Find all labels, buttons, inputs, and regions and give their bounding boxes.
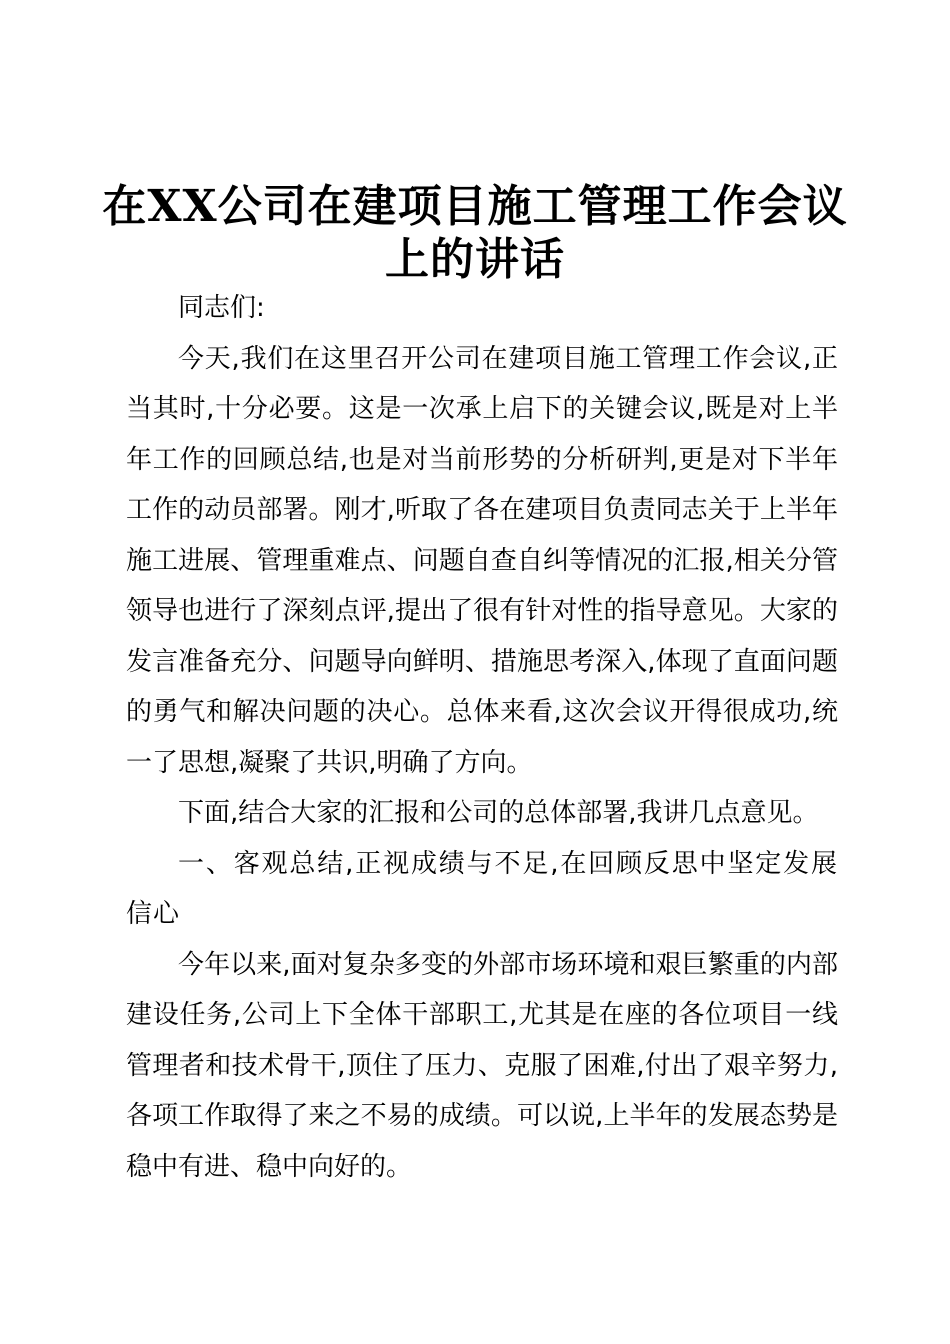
paragraph-opening: 今天,我们在这里召开公司在建项目施工管理工作会议,正当其时,十分必要。这是一次承上启下的关键会议,既是对上半年工作的回顾总结,也是对当前形势的分析研判,更是对下半年工作的动员部署。刚才,听取了各在建项目负责同志关于上半年施工进展、管理重难点、问题自查自纠等情况的汇报,相关分管领导也进行了深刻点评,提出了很有针对性的指导意见。大家的发言准备充分、问题导向鲜明、措施思考深入,体现了直面问题的勇气和解决问题的决心。总体来看,这次会议开得很成功,统一了思想,凝聚了共识,明确了方向。 bbox=[126, 343, 838, 778]
document-body bbox=[126, 283, 838, 1192]
section-paragraph: 今年以来,面对复杂多变的外部市场环境和艰巨繁重的内部建设任务,公司上下全体干部职工,尤其是在座的各位项目一线管理者和技术骨干,顶住了压力、克服了困难,付出了艰辛努力,各项工作取得了来之不易的成绩。可以说,上半年的发展态势是稳中有进、稳中向好的。 bbox=[126, 949, 838, 1182]
paragraph-transition: 下面,结合大家的汇报和公司的总体部署,我讲几点意见。 bbox=[178, 798, 819, 828]
section-heading: 一、客观总结,正视成绩与不足,在回顾反思中坚定发展信心 bbox=[126, 848, 838, 929]
document-title: 在XX公司在建项目施工管理工作会议上的讲话 bbox=[102, 181, 848, 285]
salutation: 同志们: bbox=[178, 293, 265, 323]
